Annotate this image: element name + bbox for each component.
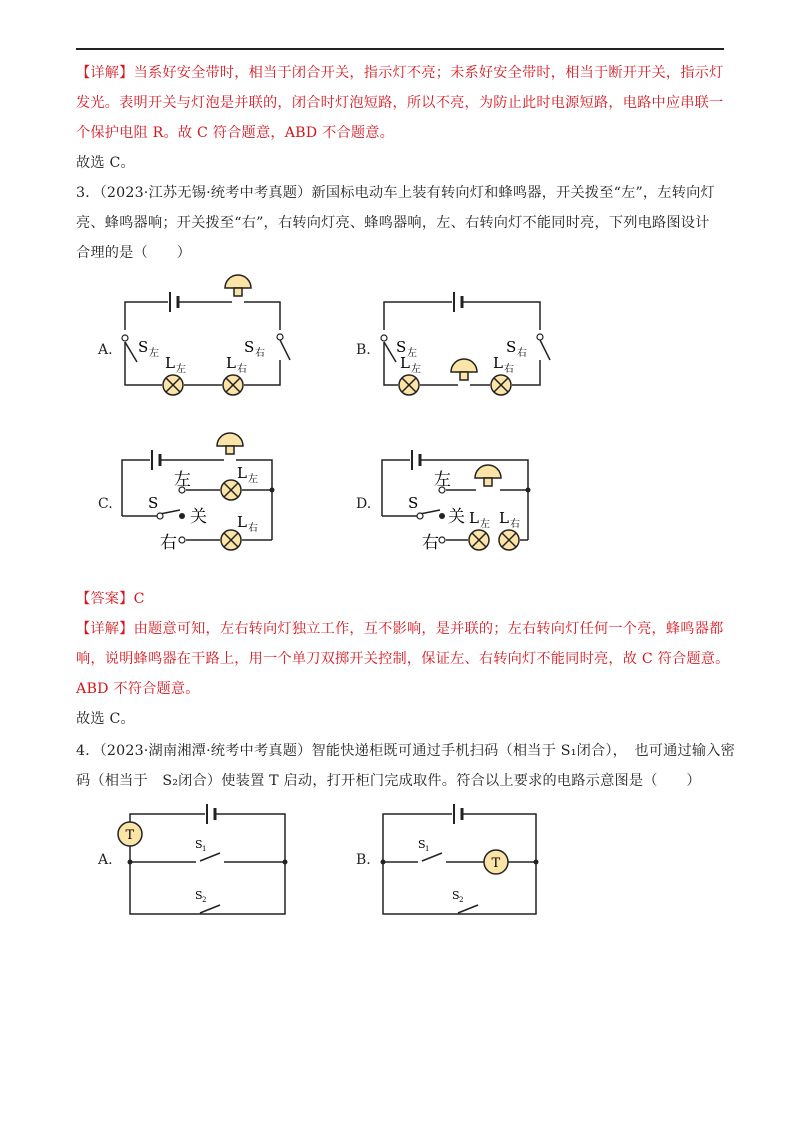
label-sub: 1 <box>425 845 430 853</box>
label-off: 关 <box>190 507 207 527</box>
stem-line: 4．（2023·湖南湘潭·统考中考真题）智能快递柜既可通过手机扫码（相当于 S₁闭合）， 也可通过输入密 <box>76 743 736 759</box>
label-right: 右 <box>160 533 177 553</box>
label-l: L <box>226 354 236 372</box>
label-l: L <box>499 509 509 527</box>
label-s: S <box>148 494 159 512</box>
explain-line: ABD 不符合题意。 <box>76 681 200 697</box>
explain-tag: 【详解】 <box>76 621 134 637</box>
label-l: L <box>400 354 410 372</box>
explain-line: 个保护电阻 R。故 C 符合题意，ABD 不合题意。 <box>76 125 395 141</box>
stem-line: 合理的是（ ） <box>76 245 192 261</box>
label-sub: 右 <box>517 348 527 359</box>
label-s: S <box>408 494 419 512</box>
label-l: L <box>165 354 175 372</box>
label-off: 关 <box>448 507 465 527</box>
q3-conclusion: 故选 C。 <box>76 711 135 727</box>
stem-line: 码（相当于 S₂闭合）使装置 T 启动，打开柜门完成取件。符合以上要求的电路示意图是（ ） <box>76 773 701 789</box>
explain-tag: 【详解】 <box>76 65 134 81</box>
label-sub: 右 <box>237 364 247 375</box>
label-s: S <box>244 338 255 356</box>
label-l: L <box>237 464 247 482</box>
label-sub: 右 <box>248 523 258 534</box>
q4-option-a-label: A. <box>98 852 113 868</box>
q4-circuit-a <box>130 804 285 914</box>
label-t: T <box>125 828 135 843</box>
q2-conclusion: 故选 C。 <box>76 155 135 171</box>
label-sub: 左 <box>248 474 258 485</box>
label-left: 左 <box>174 470 191 490</box>
stem-line: 亮、蜂鸣器响；开关拨至“右”，右转向灯亮、蜂鸣器响，左、右转向灯不能同时亮，下列电路图设计 <box>76 215 710 231</box>
label-s2: S <box>195 889 203 902</box>
label-sub: 左 <box>407 348 417 359</box>
label-sub: 1 <box>202 845 207 853</box>
explain-line: 当系好安全带时，相当于闭合开关，指示灯不亮；未系好安全带时，相当于断开开关，指示灯 <box>133 65 724 81</box>
option-b-label: B. <box>356 342 371 358</box>
label-sub: 2 <box>202 896 207 904</box>
label-sub: 左 <box>176 364 186 375</box>
label-l: L <box>237 513 247 531</box>
answer-value: C <box>133 591 145 607</box>
label-s2: S <box>452 889 460 902</box>
label-sub: 右 <box>504 364 514 375</box>
explain-line: 由题意可知，左右转向灯独立工作，互不影响，是并联的；左右转向灯任何一个亮，蜂鸣器都 <box>133 621 724 637</box>
label-l: L <box>469 509 479 527</box>
option-d-label: D. <box>356 496 372 512</box>
label-s: S <box>396 338 407 356</box>
answer-tag: 【答案】 <box>76 591 134 607</box>
label-right: 右 <box>422 533 439 553</box>
label-l: L <box>493 354 503 372</box>
label-sub: 右 <box>510 519 520 530</box>
label-s1: S <box>418 838 426 851</box>
option-a-label: A. <box>98 342 113 358</box>
label-s: S <box>506 338 517 356</box>
label-sub: 2 <box>459 896 464 904</box>
label-left: 左 <box>434 470 451 490</box>
q4-option-b-label: B. <box>356 852 371 868</box>
label-sub: 左 <box>411 364 421 375</box>
stem-line: 3．（2023·江苏无锡·统考中考真题）新国标电动车上装有转向灯和蜂鸣器，开关拨至“左”，左转向灯 <box>76 185 715 201</box>
label-sub: 左 <box>149 348 159 359</box>
option-c-label: C. <box>98 496 113 512</box>
label-s: S <box>138 338 149 356</box>
explain-line: 发光。表明开关与灯泡是并联的，闭合时灯泡短路，所以不亮，为防止此时电源短路，电路中应串联一 <box>76 95 724 111</box>
junction-dot <box>534 860 539 865</box>
junction-dot <box>283 860 288 865</box>
label-t: T <box>491 856 501 871</box>
label-sub: 右 <box>255 348 265 359</box>
junction-dot <box>128 860 133 865</box>
explain-line: 响，说明蜂鸣器在干路上，用一个单刀双掷开关控制，保证左、右转向灯不能同时亮，故 C 符合题意。 <box>76 651 730 667</box>
junction-dot <box>381 860 386 865</box>
label-s1: S <box>195 838 203 851</box>
label-sub: 左 <box>480 519 490 530</box>
